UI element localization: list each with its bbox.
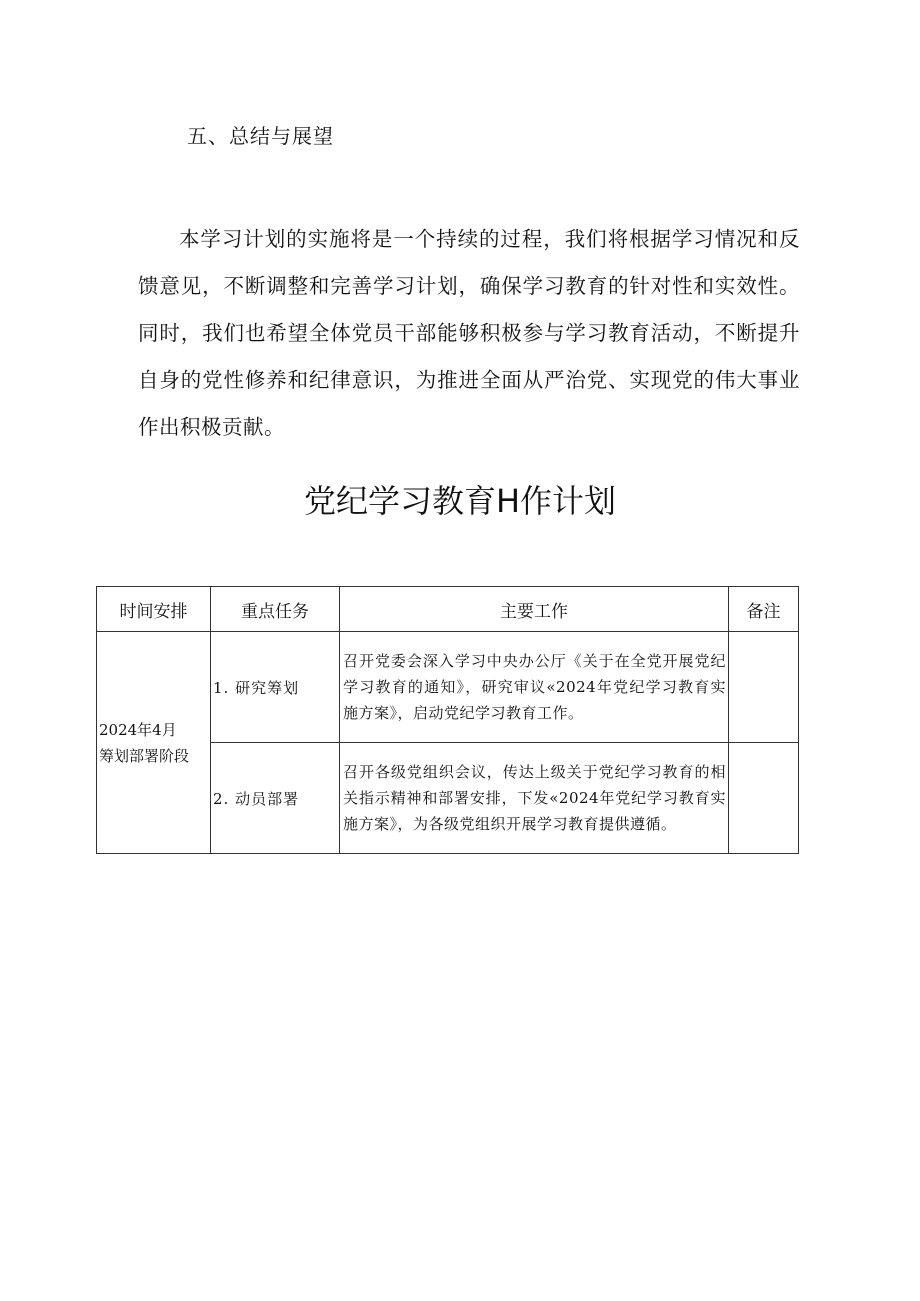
table-header-row [97,587,799,632]
work-plan-table [96,586,799,854]
task-cell: 1. 研究筹划 [211,632,340,743]
note-cell [729,743,799,854]
section-heading: 五、总结与展望 [187,124,334,148]
work-cell: 召开党委会深入学习中央办公厅《关于在全党开展党纪学习教育的通知》，研究审议«2024年党纪学习教育实施方案》，启动党纪学习教育工作。 [340,632,729,743]
task-cell: 2. 动员部署 [211,743,340,854]
stage-cell [97,632,211,854]
note-cell [729,632,799,743]
stage-date: 2024年4月 [99,720,177,739]
document-title: 党纪学习教育H作计划 [303,482,617,520]
table-row [97,632,799,743]
header-time: 时间安排 [97,587,211,632]
header-note: 备注 [729,587,799,632]
work-cell: 召开各级党组织会议，传达上级关于党纪学习教育的相关指示精神和部署安排，下发«2024年党纪学习教育实施方案》，为各级党组织开展学习教育提供遵循。 [340,743,729,854]
header-task: 重点任务 [211,587,340,632]
summary-paragraph: 本学习计划的实施将是一个持续的过程，我们将根据学习情况和反馈意见，不断调整和完善学习计划，确保学习教育的针对性和实效性。同时，我们也希望全体党员干部能够积极参与学习教育活动，不断提升自身的党性修养和纪律意识，为推进全面从严治党、实现党的伟大事业作出积极贡献。 [138,227,800,439]
stage-name: 筹划部署阶段 [99,746,190,765]
header-work: 主要工作 [340,587,729,632]
